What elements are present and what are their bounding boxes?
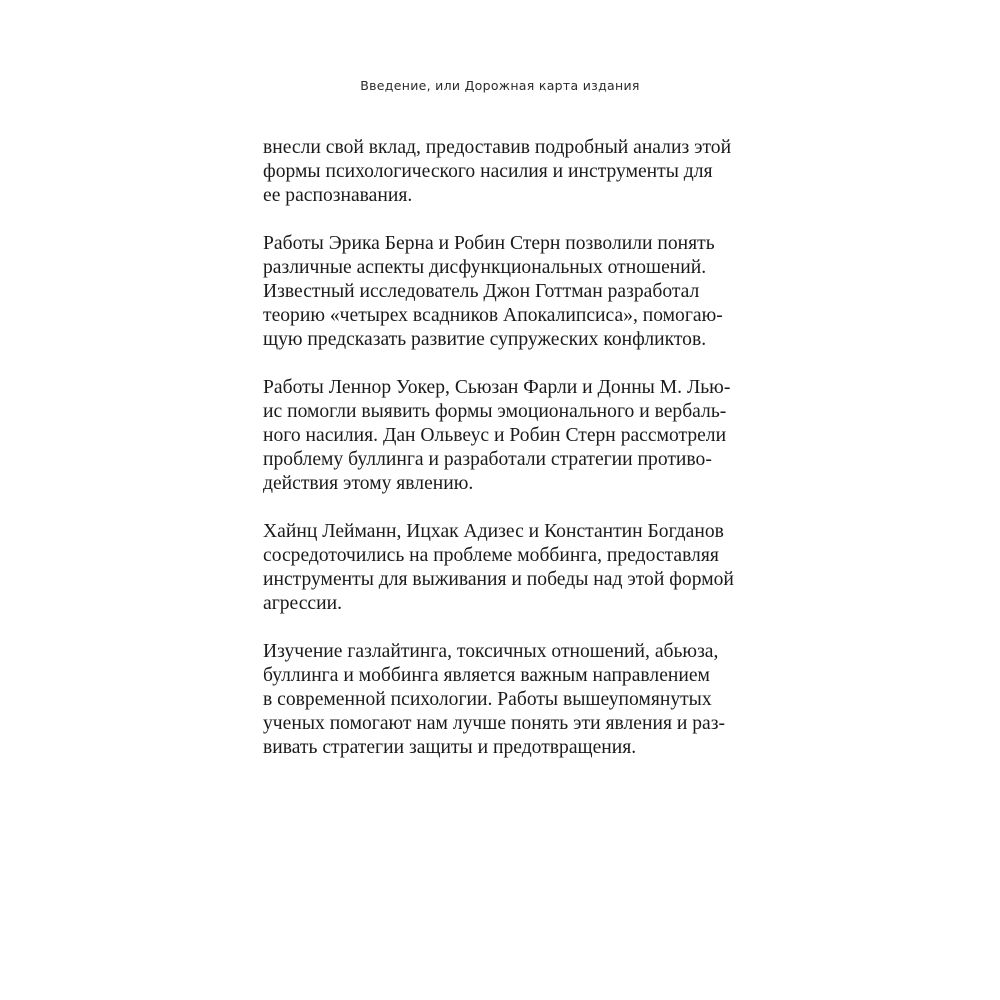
text-line: ученых помогают нам лучше понять эти явления и раз- (263, 713, 726, 734)
text-line: Хайнц Лейманн, Ицхак Адизес и Константин Богданов (263, 521, 724, 542)
text-line: ного насилия. Дан Ольвеус и Робин Стерн рассмотрели (263, 425, 727, 446)
paragraph (263, 640, 743, 760)
paragraph (263, 232, 743, 352)
text-line: действия этому явлению. (263, 473, 474, 494)
text-line: Работы Леннор Уокер, Сьюзан Фарли и Донны М. Лью- (263, 377, 731, 398)
running-head: Введение, или Дорожная карта издания (360, 78, 640, 93)
text-line: Известный исследователь Джон Готтман разработал (263, 281, 700, 302)
text-line: ее распознавания. (263, 185, 413, 206)
text-line: инструменты для выживания и победы над этой формой (263, 569, 734, 590)
text-line: вивать стратегии защиты и предотвращения. (263, 737, 637, 758)
text-line: различные аспекты дисфункциональных отношений. (263, 257, 707, 278)
paragraph (263, 136, 743, 208)
text-line: Изучение газлайтинга, токсичных отношений, абьюза, (263, 641, 719, 662)
text-line: щую предсказать развитие супружеских конфликтов. (263, 329, 707, 350)
text-line: проблему буллинга и разработали стратегии противо- (263, 449, 712, 470)
text-line: в современной психологии. Работы вышеупомянутых (263, 689, 712, 710)
text-line: сосредоточились на проблеме моббинга, предоставляя (263, 545, 719, 566)
text-line: формы психологического насилия и инструменты для (263, 161, 713, 182)
text-line: внесли свой вклад, предоставив подробный анализ этой (263, 137, 732, 158)
text-line: буллинга и моббинга является важным направлением (263, 665, 710, 686)
paragraph (263, 376, 743, 496)
text-line: агрессии. (263, 593, 342, 614)
text-line: теорию «четырех всадников Апокалипсиса», помогаю- (263, 305, 723, 326)
text-line: ис помогли выявить формы эмоционального и вербаль- (263, 401, 727, 422)
body-text (263, 136, 743, 784)
text-line: Работы Эрика Берна и Робин Стерн позволили понять (263, 233, 715, 254)
paragraph (263, 520, 743, 616)
